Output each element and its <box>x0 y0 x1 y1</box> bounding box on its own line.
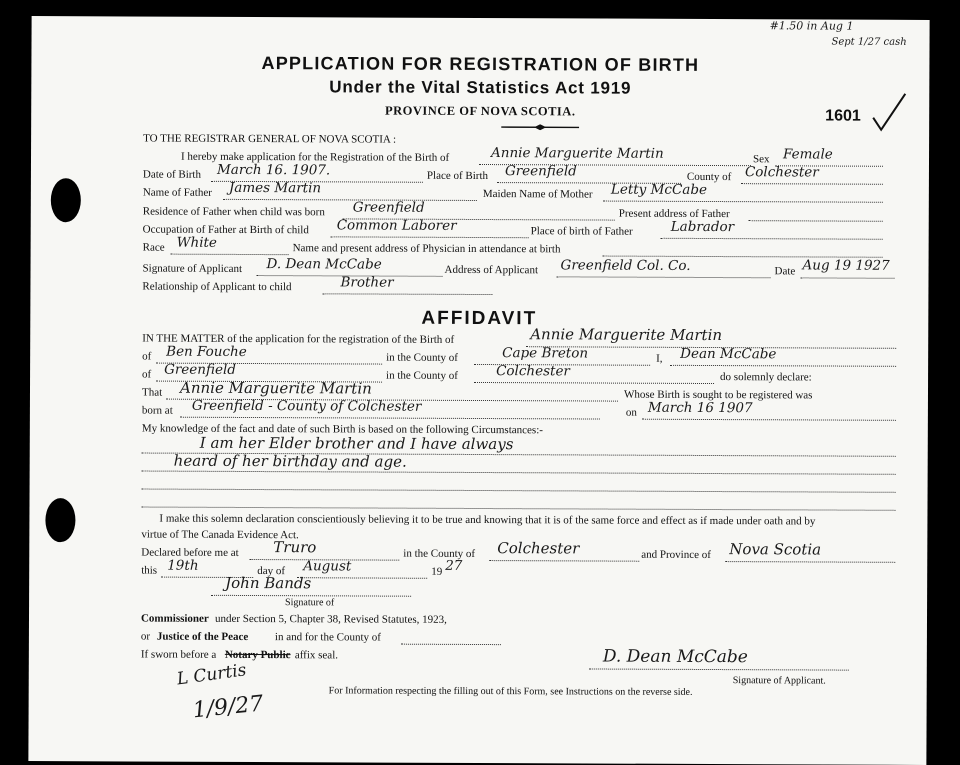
form-title: APPLICATION FOR REGISTRATION OF BIRTH <box>261 53 700 75</box>
county1-value: Cape Breton <box>502 345 589 362</box>
matter-label: IN THE MATTER of the application for the registration of the Birth of <box>142 332 455 346</box>
knowledge-label: My knowledge of the fact and date of such Birth is based on the following Circumstances:- <box>141 422 543 437</box>
dotted-line <box>749 220 883 222</box>
relationship-value: Brother <box>340 274 394 291</box>
date-value: Aug 19 1927 <box>802 257 890 274</box>
father-label: Name of Father <box>142 186 212 199</box>
applicant-sig-label: Signature of Applicant. <box>732 675 826 687</box>
day-of-label: day of <box>257 565 286 578</box>
dotted-line <box>725 561 895 563</box>
race-label: Race <box>142 241 165 254</box>
dotted-line <box>401 644 501 645</box>
sex-value: Female <box>782 146 833 163</box>
ornament-rule <box>501 124 579 130</box>
pob-label: Place of Birth <box>426 169 489 183</box>
if-sworn-label: If sworn before a <box>140 648 217 661</box>
commissioner-text: under Section 5, Chapter 38, Revised Statutes, 1923, <box>214 612 447 626</box>
birth-registration-form <box>28 16 929 765</box>
declared-county: Colchester <box>497 539 580 558</box>
circumstance-2: heard of her birthday and age. <box>173 451 407 471</box>
check-mark-icon <box>871 92 911 132</box>
form-number: 1601 <box>825 107 861 125</box>
present-address-label: Present address of Father <box>618 207 730 221</box>
month-value: August <box>303 558 352 575</box>
dotted-line <box>589 668 849 670</box>
dotted-line <box>142 489 896 493</box>
registrar-date: 1/9/27 <box>191 691 265 724</box>
jp-text: in and for the County of <box>274 631 381 644</box>
intro-label: I hereby make application for the Registration of the Birth of <box>180 150 450 164</box>
corner-note: Sept 1/27 cash <box>831 36 907 48</box>
province-label: and Province of <box>641 548 711 562</box>
dotted-line <box>171 254 289 256</box>
dotted-line <box>741 183 883 185</box>
county-value: Colchester <box>744 164 819 181</box>
dotted-line <box>642 419 896 421</box>
pob-value: Greenfield <box>504 163 577 180</box>
declaration-text: virtue of The Canada Evidence Act. <box>141 528 299 542</box>
registrar-initials: L Curtis <box>175 660 248 690</box>
punch-hole <box>45 498 75 542</box>
of-place2: Greenfield <box>164 361 236 378</box>
on-label: on <box>625 406 637 419</box>
born-at-value: Greenfield - County of Colchester <box>191 397 422 415</box>
dotted-line <box>670 365 896 367</box>
declared-label: Declared before me at <box>141 546 239 559</box>
of2-label: of <box>142 368 152 381</box>
province-heading: PROVINCE OF NOVA SCOTIA. <box>384 103 576 119</box>
commissioner-label: Commissioner <box>140 612 209 625</box>
commissioner-signature: John Bands <box>225 573 312 593</box>
applicant-address-value: Greenfield Col. Co. <box>560 257 691 274</box>
form-subtitle: Under the Vital Statistics Act 1919 <box>329 77 632 98</box>
father-birthplace-value: Labrador <box>670 218 735 236</box>
dotted-line <box>180 417 600 420</box>
that-label: That <box>141 386 163 399</box>
dotted-line <box>800 277 894 278</box>
this-label: this <box>141 564 158 577</box>
applicant-signature-affidavit: D. Dean McCabe <box>602 646 748 668</box>
dotted-line <box>489 560 639 562</box>
father-value: James Martin <box>228 179 322 197</box>
dob-label: Date of Birth <box>142 168 202 181</box>
mother-value: Letty McCabe <box>610 181 708 198</box>
dotted-line <box>331 236 529 238</box>
dotted-line <box>141 507 895 511</box>
signature-label: Signature of Applicant <box>142 262 243 275</box>
dotted-line <box>556 276 770 278</box>
declared-province: Nova Scotia <box>729 540 822 559</box>
declaration-text: I make this solemn declaration conscientiously believing it to be true and knowing that it is of the same force and effect as if made under oath and by <box>159 512 816 528</box>
child-name: Annie Marguerite Martin <box>491 145 664 162</box>
residence-label: Residence of Father when child was born <box>142 205 325 219</box>
signature-of-label: Signature of <box>285 597 335 609</box>
declared-at: Truro <box>273 538 317 557</box>
of-label: of <box>142 350 152 363</box>
father-birthplace-label: Place of birth of Father <box>530 225 633 238</box>
declared-county-label: in the County of <box>403 547 476 560</box>
in-county-label: in the County of <box>386 351 458 364</box>
whose-label: Whose Birth is sought to be registered was <box>623 388 813 402</box>
dotted-line <box>474 382 714 384</box>
born-at-label: born at <box>141 404 173 417</box>
year-prefix: 19 <box>431 565 443 578</box>
dotted-line <box>297 577 427 579</box>
applicant-signature: D. Dean McCabe <box>266 256 382 273</box>
applicant-address-label: Address of Applicant <box>444 263 539 277</box>
affix-seal-label: affix seal. <box>294 649 339 662</box>
day-value: 19th <box>167 557 199 574</box>
punch-hole <box>51 178 81 222</box>
date-label: Date <box>774 265 796 278</box>
dotted-line <box>142 471 896 475</box>
occupation-label: Occupation of Father at Birth of child <box>142 223 309 237</box>
born-on-value: March 16 1907 <box>647 399 753 417</box>
residence-value: Greenfield <box>352 199 425 216</box>
sex-label: Sex <box>752 153 770 166</box>
solemnly-label: do solemnly declare: <box>720 371 812 384</box>
affidavit-heading: AFFIDAVIT <box>421 307 538 330</box>
race-value: White <box>176 234 217 251</box>
county2-value: Colchester <box>496 363 570 380</box>
physician-label: Name and present address of Physician in attendance at birth <box>292 242 561 256</box>
form-footer: For Information respecting the filling out of this Form, see Instructions on the reverse side. <box>328 685 693 698</box>
dotted-line <box>223 199 477 201</box>
corner-note: #1.50 in Aug 1 <box>769 19 854 33</box>
of-place: Ben Fouche <box>166 343 247 360</box>
relationship-label: Relationship of Applicant to child <box>142 280 292 294</box>
i-label: I, <box>656 352 663 365</box>
circumstance-1: I am her Elder brother and I have always <box>199 433 514 454</box>
or-label: or <box>140 630 151 643</box>
affidavit-child-name: Annie Marguerite Martin <box>530 325 723 345</box>
dotted-line <box>603 201 883 203</box>
year-value: 27 <box>445 557 463 574</box>
notary-public-label: Notary Public <box>224 648 291 662</box>
addressee: TO THE REGISTRAR GENERAL OF NOVA SCOTIA : <box>143 132 397 146</box>
dotted-line <box>661 238 883 240</box>
dotted-line <box>322 293 492 295</box>
occupation-value: Common Laborer <box>336 217 457 234</box>
that-name: Annie Marguerite Martin <box>179 378 372 398</box>
dob-value: March 16. 1907. <box>216 161 331 179</box>
in-county-label: in the County of <box>386 369 458 382</box>
jp-label: Justice of the Peace <box>156 630 249 643</box>
declarant-name: Dean McCabe <box>680 345 777 363</box>
county-label: County of <box>686 170 732 184</box>
mother-label: Maiden Name of Mother <box>482 188 593 201</box>
